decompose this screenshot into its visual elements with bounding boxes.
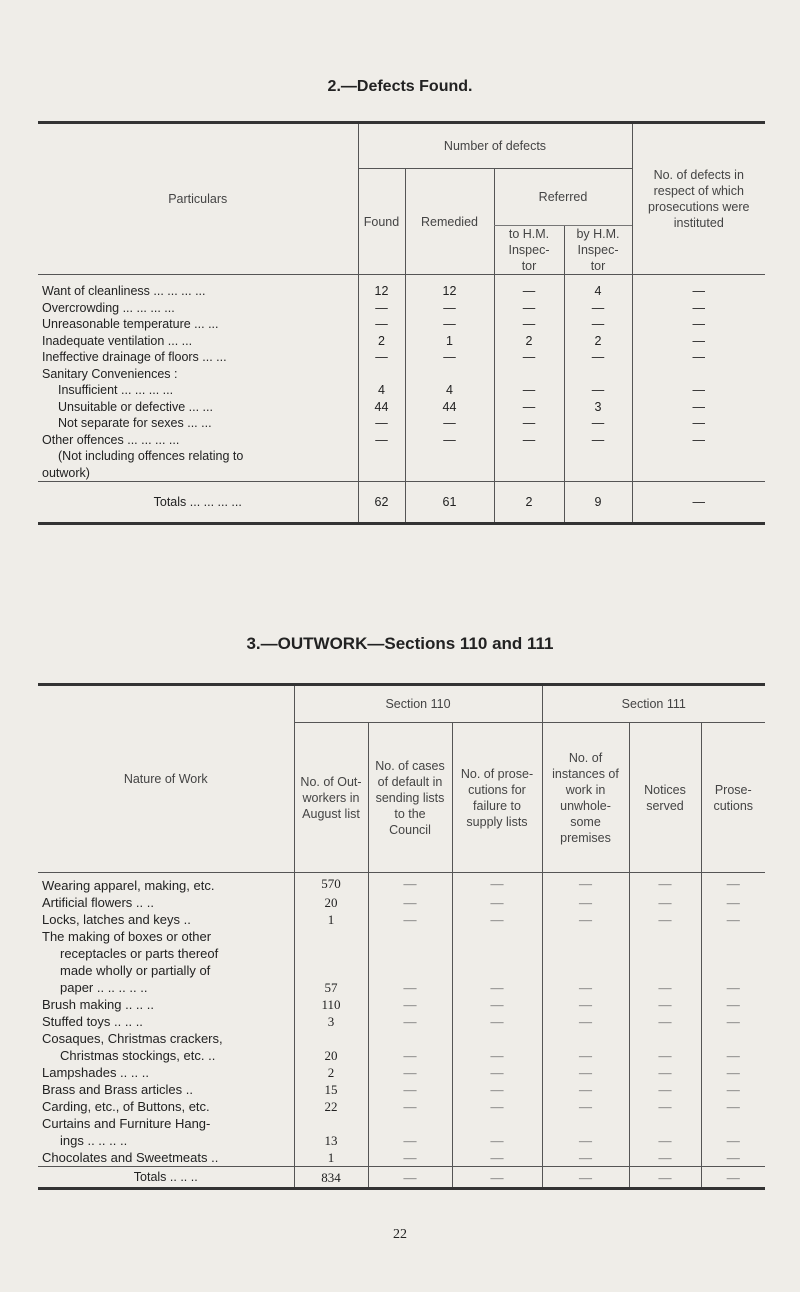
outwork-dash-cell: — (629, 894, 701, 911)
defect-remedied-cell (405, 448, 494, 465)
defect-by-cell: — (564, 300, 632, 317)
defect-found-cell: — (358, 316, 405, 333)
defect-row (38, 465, 765, 482)
outwork-label: Brass and Brass articles .. (42, 1082, 193, 1097)
outwork-dash-cell: — (452, 1098, 542, 1115)
outwork-dash-cell (701, 962, 765, 979)
defect-label: outwork) (42, 465, 90, 480)
outwork-dash-cell (452, 1030, 542, 1047)
defect-to-cell: — (494, 399, 564, 416)
outwork-dash-cell: — (368, 979, 452, 996)
header-prosecutions-111: Prose- cutions (701, 723, 765, 873)
header-notices: Notices served (629, 723, 701, 873)
defect-pros-cell: — (632, 349, 765, 366)
defect-found-cell (358, 448, 405, 465)
defect-remedied-cell: — (405, 300, 494, 317)
defect-label: Other offences ... ... ... ... (42, 432, 180, 447)
outworkers-cell: 13 (294, 1132, 368, 1149)
outwork-row (38, 911, 765, 928)
outwork-dash-cell (452, 962, 542, 979)
defect-found-cell: — (358, 432, 405, 449)
defects-found-title: 2.—Defects Found. (327, 78, 473, 95)
outworkers-cell: 1 (294, 1149, 368, 1167)
outwork-label: The making of boxes or other (42, 929, 212, 944)
outwork-dash-cell: — (542, 1149, 629, 1167)
header-outworkers: No. of Out- workers in August list (294, 723, 368, 873)
outwork-label: Cosaques, Christmas crackers, (42, 1031, 223, 1046)
defect-remedied-cell: — (405, 432, 494, 449)
defect-pros-cell: — (632, 316, 765, 333)
outwork-label: Artificial flowers .. .. (42, 895, 154, 910)
outwork-dash-cell (629, 1030, 701, 1047)
outwork-row (38, 894, 765, 911)
outworkers-cell (294, 1115, 368, 1132)
outwork-row (38, 873, 765, 895)
outwork-dash-cell: — (368, 873, 452, 895)
defect-by-cell: — (564, 415, 632, 432)
outwork-dash-cell: — (368, 1013, 452, 1030)
defect-found-cell: 4 (358, 382, 405, 399)
outwork-row (38, 1064, 765, 1081)
defect-found-cell (358, 366, 405, 383)
defect-row (38, 448, 765, 465)
outwork-dash-cell: — (701, 979, 765, 996)
outwork-dash-cell: — (629, 873, 701, 895)
outwork-dash-cell (368, 945, 452, 962)
outwork-dash-cell: — (368, 1047, 452, 1064)
outwork-dash-cell: — (368, 996, 452, 1013)
outwork-totals-label: Totals .. .. .. (38, 1167, 294, 1189)
outwork-dash-cell: — (701, 911, 765, 928)
outwork-row (38, 928, 765, 945)
outwork-dash-cell: — (452, 894, 542, 911)
outwork-label: Locks, latches and keys .. (42, 912, 191, 927)
outwork-dash-cell: — (368, 1064, 452, 1081)
header-referred: Referred (494, 169, 632, 226)
defect-by-cell: — (564, 316, 632, 333)
outwork-dash-cell: — (701, 1064, 765, 1081)
defect-found-cell: 2 (358, 333, 405, 350)
outwork-row (38, 1047, 765, 1064)
defect-found-cell: 44 (358, 399, 405, 416)
defect-found-cell: 12 (358, 275, 405, 300)
total-prosecutions: — (632, 482, 765, 524)
defect-to-cell (494, 366, 564, 383)
defect-pros-cell: — (632, 399, 765, 416)
outwork-dash-cell: — (542, 1047, 629, 1064)
defect-to-cell: — (494, 415, 564, 432)
outwork-dash-cell: — (629, 1047, 701, 1064)
outwork-dash-cell: — (629, 1149, 701, 1167)
defect-row (38, 366, 765, 383)
outwork-dash-cell: — (452, 1132, 542, 1149)
outwork-total-dash: — (542, 1167, 629, 1189)
header-to-hm: to H.M. Inspec- tor (494, 226, 564, 275)
defect-row (38, 432, 765, 449)
defect-pros-cell: — (632, 382, 765, 399)
outwork-row (38, 1030, 765, 1047)
outwork-dash-cell: — (452, 1081, 542, 1098)
outwork-dash-cell: — (701, 873, 765, 895)
outwork-dash-cell: — (452, 996, 542, 1013)
defect-found-cell (358, 465, 405, 482)
outwork-row (38, 1132, 765, 1149)
page-number: 22 (393, 1227, 407, 1242)
defect-by-cell: — (564, 349, 632, 366)
outwork-table (38, 683, 765, 1190)
outwork-dash-cell: — (368, 1149, 452, 1167)
outwork-dash-cell: — (701, 1149, 765, 1167)
outworkers-cell: 3 (294, 1013, 368, 1030)
outwork-dash-cell: — (629, 1132, 701, 1149)
defect-row (38, 382, 765, 399)
defect-remedied-cell: 1 (405, 333, 494, 350)
total-by-hm: 9 (564, 482, 632, 524)
header-default-cases: No. of cases of default in sending lists to the Council (368, 723, 452, 873)
outwork-label: paper .. .. .. .. .. (60, 980, 148, 995)
outwork-dash-cell (452, 1115, 542, 1132)
outworkers-cell: 22 (294, 1098, 368, 1115)
outwork-dash-cell (629, 945, 701, 962)
defect-remedied-cell (405, 465, 494, 482)
outworkers-cell: 57 (294, 979, 368, 996)
defect-remedied-cell (405, 366, 494, 383)
outwork-row (38, 1149, 765, 1167)
outwork-dash-cell (452, 945, 542, 962)
defect-found-cell: — (358, 415, 405, 432)
total-remedied: 61 (405, 482, 494, 524)
outwork-dash-cell (629, 1115, 701, 1132)
header-section-110: Section 110 (294, 685, 542, 723)
outwork-label: Curtains and Furniture Hang- (42, 1116, 211, 1131)
defect-label: Want of cleanliness ... ... ... ... (42, 284, 206, 298)
outwork-dash-cell: — (542, 873, 629, 895)
outwork-dash-cell: — (701, 1081, 765, 1098)
outworkers-cell: 20 (294, 1047, 368, 1064)
defect-by-cell: 4 (564, 275, 632, 300)
outwork-dash-cell: — (701, 1047, 765, 1064)
outwork-dash-cell: — (368, 1081, 452, 1098)
header-found: Found (358, 169, 405, 275)
defect-pros-cell (632, 448, 765, 465)
outwork-dash-cell: — (542, 979, 629, 996)
outwork-total-dash: — (452, 1167, 542, 1189)
defects-found-table (38, 121, 765, 525)
outwork-label: receptacles or parts thereof (60, 946, 219, 961)
defect-row (38, 399, 765, 416)
defect-to-cell: — (494, 275, 564, 300)
defect-remedied-cell: 4 (405, 382, 494, 399)
outwork-dash-cell: — (368, 1132, 452, 1149)
header-remedied: Remedied (405, 169, 494, 275)
outwork-dash-cell (542, 1115, 629, 1132)
outwork-dash-cell: — (701, 1098, 765, 1115)
outwork-dash-cell (368, 1115, 452, 1132)
outwork-dash-cell: — (452, 873, 542, 895)
outwork-label: made wholly or partially of (60, 963, 211, 978)
outwork-row (38, 962, 765, 979)
outworkers-cell: 570 (294, 873, 368, 895)
outwork-dash-cell: — (542, 894, 629, 911)
defect-row (38, 415, 765, 432)
outwork-dash-cell (368, 1030, 452, 1047)
totals-row (38, 482, 765, 524)
header-prosecutions: No. of defects in respect of which prosecutions were instituted (632, 123, 765, 275)
defect-by-cell (564, 366, 632, 383)
outwork-dash-cell (701, 945, 765, 962)
defect-by-cell: — (564, 382, 632, 399)
outwork-dash-cell: — (452, 979, 542, 996)
outwork-dash-cell: — (542, 1081, 629, 1098)
defect-remedied-cell: 44 (405, 399, 494, 416)
outwork-dash-cell: — (452, 1149, 542, 1167)
outwork-dash-cell: — (542, 911, 629, 928)
defect-pros-cell (632, 465, 765, 482)
outwork-label: Brush making .. .. .. (42, 997, 154, 1012)
defect-row (38, 316, 765, 333)
outwork-dash-cell: — (629, 911, 701, 928)
defect-found-cell: — (358, 349, 405, 366)
outwork-dash-cell: — (452, 1047, 542, 1064)
outwork-dash-cell: — (629, 1081, 701, 1098)
defect-to-cell: — (494, 432, 564, 449)
outwork-dash-cell: — (368, 1098, 452, 1115)
outwork-dash-cell: — (542, 1013, 629, 1030)
defect-pros-cell: — (632, 415, 765, 432)
defect-by-cell: — (564, 432, 632, 449)
outwork-label: Chocolates and Sweetmeats .. (42, 1150, 219, 1165)
outwork-dash-cell: — (368, 911, 452, 928)
defect-row (38, 333, 765, 350)
defect-pros-cell: — (632, 333, 765, 350)
outwork-dash-cell: — (701, 1132, 765, 1149)
outwork-dash-cell: — (452, 1064, 542, 1081)
defect-remedied-cell: 12 (405, 275, 494, 300)
outwork-dash-cell (629, 962, 701, 979)
outwork-row (38, 979, 765, 996)
outworkers-cell: 1 (294, 911, 368, 928)
defect-label: Not separate for sexes ... ... (58, 416, 212, 430)
outwork-dash-cell (701, 928, 765, 945)
outwork-total-dash: — (629, 1167, 701, 1189)
outwork-dash-cell: — (542, 1098, 629, 1115)
defect-by-cell (564, 448, 632, 465)
outwork-dash-cell: — (452, 1013, 542, 1030)
header-instances: No. of instances of work in unwhole- some premises (542, 723, 629, 873)
defect-label: Unreasonable temperature ... ... (42, 317, 219, 331)
total-found: 62 (358, 482, 405, 524)
header-section-111: Section 111 (542, 685, 765, 723)
outwork-dash-cell (368, 928, 452, 945)
defect-row (38, 300, 765, 317)
outwork-dash-cell: — (542, 1064, 629, 1081)
outwork-dash-cell (368, 962, 452, 979)
outwork-dash-cell (452, 928, 542, 945)
defect-row (38, 275, 765, 300)
outwork-row (38, 1081, 765, 1098)
outwork-row (38, 996, 765, 1013)
outwork-dash-cell: — (629, 979, 701, 996)
defect-pros-cell: — (632, 300, 765, 317)
outwork-dash-cell: — (542, 1132, 629, 1149)
defect-label: Insufficient ... ... ... ... (58, 383, 174, 397)
header-particulars: Particulars (38, 123, 358, 275)
defect-pros-cell: — (632, 432, 765, 449)
defect-label: Inadequate ventilation ... ... (42, 333, 193, 348)
defect-label: Ineffective drainage of floors ... ... (42, 350, 227, 364)
outwork-total-dash: — (368, 1167, 452, 1189)
outwork-dash-cell: — (701, 996, 765, 1013)
defect-pros-cell (632, 366, 765, 383)
outwork-total-workers: 834 (294, 1167, 368, 1189)
outwork-dash-cell (542, 928, 629, 945)
outwork-total-dash: — (701, 1167, 765, 1189)
outworkers-cell: 15 (294, 1081, 368, 1098)
header-by-hm: by H.M. Inspec- tor (564, 226, 632, 275)
outwork-dash-cell (542, 962, 629, 979)
defect-to-cell (494, 465, 564, 482)
outwork-label: Christmas stockings, etc. .. (60, 1048, 216, 1063)
defect-to-cell: 2 (494, 333, 564, 350)
defect-pros-cell: — (632, 275, 765, 300)
header-nature-of-work: Nature of Work (38, 685, 294, 873)
defect-remedied-cell: — (405, 316, 494, 333)
defect-label: (Not including offences relating to (58, 449, 244, 463)
outwork-label: Stuffed toys .. .. .. (42, 1014, 143, 1029)
outwork-dash-cell (542, 945, 629, 962)
defect-label: Sanitary Conveniences : (42, 366, 178, 381)
outworkers-cell (294, 928, 368, 945)
outwork-label: ings .. .. .. .. (60, 1133, 128, 1148)
defect-by-cell (564, 465, 632, 482)
outwork-dash-cell: — (701, 894, 765, 911)
outwork-dash-cell (701, 1030, 765, 1047)
total-to-hm: 2 (494, 482, 564, 524)
defect-to-cell: — (494, 349, 564, 366)
outwork-dash-cell: — (701, 1013, 765, 1030)
outworkers-cell (294, 962, 368, 979)
outwork-totals-row (38, 1167, 765, 1189)
outwork-dash-cell: — (629, 996, 701, 1013)
defect-remedied-cell: — (405, 415, 494, 432)
defect-to-cell: — (494, 382, 564, 399)
outwork-dash-cell (701, 1115, 765, 1132)
outwork-title: 3.—OUTWORK—Sections 110 and 111 (246, 634, 554, 653)
defect-by-cell: 2 (564, 333, 632, 350)
outwork-row (38, 1098, 765, 1115)
outwork-dash-cell (542, 1030, 629, 1047)
totals-label: Totals ... ... ... ... (38, 482, 358, 524)
defect-by-cell: 3 (564, 399, 632, 416)
outwork-dash-cell: — (542, 996, 629, 1013)
defect-to-cell (494, 448, 564, 465)
outworkers-cell (294, 1030, 368, 1047)
outwork-label: Carding, etc., of Buttons, etc. (42, 1099, 210, 1114)
outwork-row (38, 1115, 765, 1132)
defect-to-cell: — (494, 316, 564, 333)
outwork-dash-cell: — (629, 1013, 701, 1030)
outwork-label: Wearing apparel, making, etc. (42, 878, 215, 893)
outwork-dash-cell: — (368, 894, 452, 911)
header-number-of-defects: Number of defects (358, 123, 632, 169)
outworkers-cell: 110 (294, 996, 368, 1013)
defect-label: Unsuitable or defective ... ... (58, 399, 213, 414)
defect-remedied-cell: — (405, 349, 494, 366)
outwork-dash-cell: — (629, 1098, 701, 1115)
outwork-label: Lampshades .. .. .. (42, 1065, 149, 1080)
outwork-dash-cell: — (629, 1064, 701, 1081)
outwork-row (38, 945, 765, 962)
header-prosecutions-lists: No. of prose- cutions for failure to supply lists (452, 723, 542, 873)
outwork-dash-cell: — (452, 911, 542, 928)
defect-row (38, 349, 765, 366)
outwork-dash-cell (629, 928, 701, 945)
outwork-row (38, 1013, 765, 1030)
outworkers-cell (294, 945, 368, 962)
defect-label: Overcrowding ... ... ... ... (42, 300, 175, 315)
defect-to-cell: — (494, 300, 564, 317)
defect-found-cell: — (358, 300, 405, 317)
outworkers-cell: 2 (294, 1064, 368, 1081)
outworkers-cell: 20 (294, 894, 368, 911)
